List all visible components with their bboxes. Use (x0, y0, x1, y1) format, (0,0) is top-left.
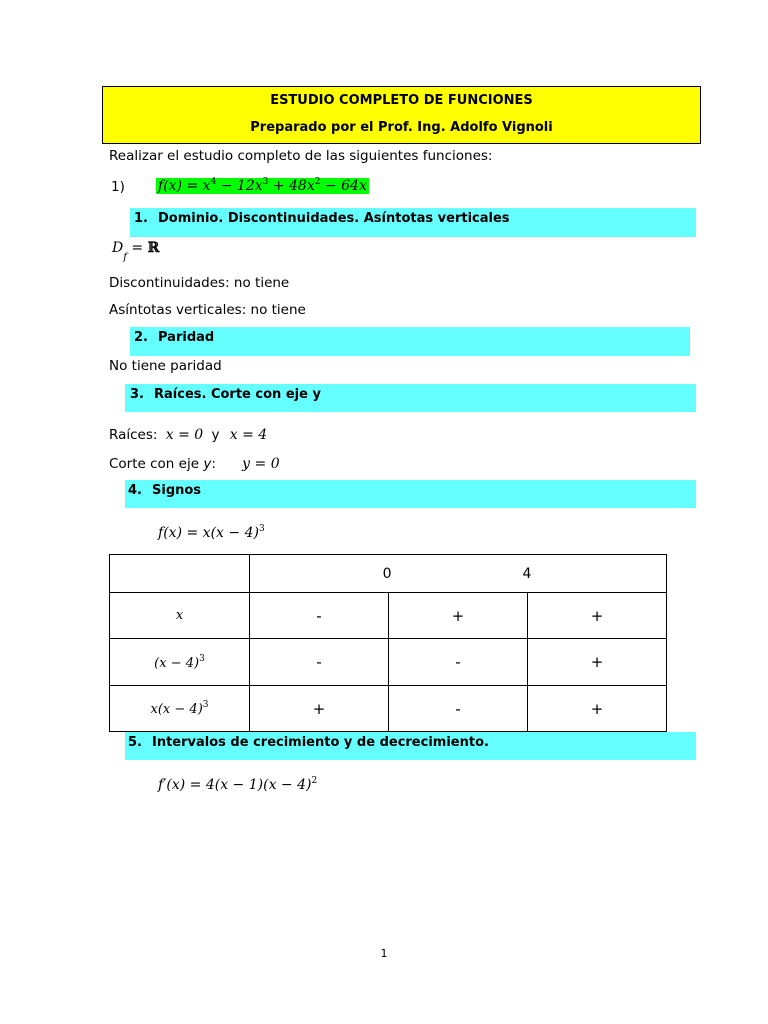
y-intercept-value: y = 0 (242, 456, 280, 472)
root-2: x = 4 (229, 427, 268, 443)
section-4-header (125, 480, 696, 508)
domain-formula: $D_f$ = ℝ (112, 240, 160, 263)
sign-cell: - (389, 639, 528, 686)
roots-line (109, 427, 267, 443)
intro-text: Realizar el estudio completo de las siguientes funciones: (109, 148, 493, 164)
sign-cell: + (528, 593, 667, 639)
row-label-function: $x(x - 4)^3$ (110, 686, 250, 732)
section-4-number: 4. (128, 483, 142, 498)
section-2-title: Paridad (158, 330, 215, 345)
root-1: x = 0 (165, 427, 204, 443)
section-5-number: 5. (128, 735, 142, 750)
sign-cell: - (250, 593, 389, 639)
sign-cell: + (250, 686, 389, 732)
asymptotes-text: Asíntotas verticales: no tiene (109, 302, 306, 318)
section-3-number: 3. (130, 387, 144, 402)
table-header-empty (110, 555, 250, 593)
section-3-title: Raíces. Corte con eje y (154, 387, 321, 402)
y-intercept-label: Corte con eje y: (109, 456, 216, 472)
document-title: ESTUDIO COMPLETO DE FUNCIONES (270, 93, 533, 108)
section-2-header (130, 327, 690, 356)
section-4-title: Signos (152, 483, 202, 498)
document-author: Preparado por el Prof. Ing. Adolfo Vignoli (250, 120, 553, 135)
row-label-x: x (110, 593, 250, 639)
row-label-x-minus-4-cubed: $(x - 4)^3$ (110, 639, 250, 686)
table-header-roots (250, 555, 667, 593)
roots-conjunction: y (211, 427, 220, 443)
discontinuities-text: Discontinuidades: no tiene (109, 275, 290, 291)
section-1-header (130, 208, 696, 237)
sign-cell: - (389, 686, 528, 732)
signs-table (109, 554, 667, 732)
page-number: 1 (380, 947, 388, 960)
exercise-number: 1) (111, 179, 125, 195)
function-formula: $f(x) = x^4 - 12x^3 + 48x^2 - 64x$ (158, 177, 367, 194)
sign-cell: + (528, 639, 667, 686)
table-header-row (110, 555, 667, 593)
sign-cell: + (528, 686, 667, 732)
section-5-title: Intervalos de crecimiento y de decrecimiento. (152, 735, 489, 750)
section-1-number: 1. (134, 211, 148, 226)
section-5-header (125, 732, 696, 760)
factorized-formula: $f(x) = x(x - 4)^3$ (158, 524, 265, 541)
section-2-number: 2. (134, 330, 148, 345)
y-intercept-line (109, 456, 280, 472)
section-1-title: Dominio. Discontinuidades. Asíntotas verticales (158, 211, 510, 226)
header-root-0: 0 (382, 565, 392, 582)
derivative-formula: $f'(x) = 4(x - 1)(x - 4)^2$ (158, 776, 318, 793)
parity-text: No tiene paridad (109, 358, 222, 374)
sign-cell: - (250, 639, 389, 686)
section-3-header (125, 384, 696, 412)
document-title-box (102, 86, 701, 144)
header-root-4: 4 (522, 565, 532, 582)
table-row (110, 593, 667, 639)
table-row (110, 686, 667, 732)
table-row (110, 639, 667, 686)
sign-cell: + (389, 593, 528, 639)
roots-label: Raíces: (109, 427, 158, 443)
